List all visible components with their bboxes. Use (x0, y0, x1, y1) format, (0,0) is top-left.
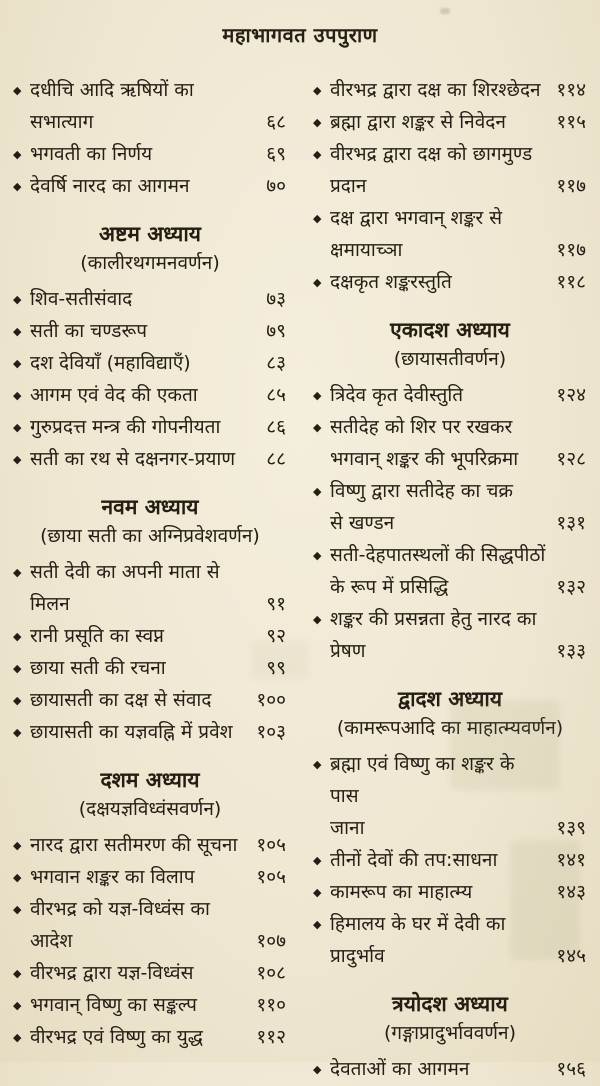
diamond-bullet-icon: ◆ (13, 325, 22, 338)
diamond-bullet-icon: ◆ (13, 903, 22, 916)
toc-entry (12, 556, 288, 620)
toc-entry (12, 443, 288, 475)
chapter-header (312, 684, 588, 743)
diamond-bullet-icon: ◆ (13, 1031, 22, 1044)
entry-line: नारद द्वारा सतीमरण की सूचना (30, 834, 238, 856)
diamond-bullet-icon: ◆ (13, 148, 22, 161)
entry-page-number: ११४ (556, 79, 586, 101)
entry-line: वीरभद्र को यज्ञ-विध्वंस का (30, 898, 210, 920)
entry-line: कामरूप का माहात्म्य (330, 881, 473, 903)
toc-entry (312, 844, 588, 876)
entry-page-number: १३९ (556, 817, 586, 839)
diamond-bullet-icon: ◆ (13, 180, 22, 193)
entry-page-number: १२८ (556, 448, 586, 470)
diamond-bullet-icon: ◆ (313, 549, 322, 562)
entry-page-number: ८८ (266, 448, 286, 470)
entry-line: प्रादुर्भाव (330, 945, 385, 967)
entry-line: छायासती का दक्ष से संवाद (30, 689, 212, 711)
entry-page-number: १०३ (256, 721, 286, 743)
entry-line: तीनों देवों की तप:साधना (330, 849, 498, 871)
diamond-bullet-icon: ◆ (13, 566, 22, 579)
chapter-title: एकादश अध्याय (390, 318, 510, 342)
diamond-bullet-icon: ◆ (13, 726, 22, 739)
entry-line: दधीचि आदि ऋषियों का (30, 79, 194, 101)
entry-page-number: १४१ (556, 849, 586, 871)
toc-entry (312, 411, 588, 475)
entry-line: प्रेषण (330, 640, 366, 662)
entry-page-number: ६८ (266, 111, 286, 133)
toc-entry (12, 315, 288, 347)
toc-entry (12, 347, 288, 379)
chapter-header (12, 765, 288, 824)
toc-entry (312, 1053, 588, 1085)
entry-line: छाया सती की रचना (30, 657, 166, 679)
diamond-bullet-icon: ◆ (13, 999, 22, 1012)
toc-entry (12, 138, 288, 170)
entry-page-number: ८५ (266, 384, 286, 406)
entry-page-number: १०५ (256, 866, 286, 888)
entry-page-number: १४५ (556, 945, 586, 967)
toc-entry (312, 266, 588, 298)
entry-line: देवर्षि नारद का आगमन (30, 175, 190, 197)
diamond-bullet-icon: ◆ (313, 84, 322, 97)
entry-page-number: ७९ (266, 320, 286, 342)
chapter-subtitle: (छाया सती का अग्निप्रवेशवर्णन) (40, 525, 260, 547)
entry-line: गुरुप्रदत्त मन्त्र की गोपनीयता (30, 416, 221, 438)
entry-line: जाना (330, 817, 365, 839)
entry-line: भगवान् शङ्कर की भूपरिक्रमा (330, 448, 519, 470)
chapter-title: नवम अध्याय (101, 495, 199, 519)
toc-entry (12, 283, 288, 315)
toc-entry (12, 829, 288, 861)
entry-page-number: ११८ (556, 271, 586, 293)
entry-page-number: १३२ (556, 576, 586, 598)
entry-page-number: ८६ (266, 416, 286, 438)
chapter-header (312, 315, 588, 374)
diamond-bullet-icon: ◆ (13, 389, 22, 402)
entry-line: भगवान् विष्णु का सङ्कल्प (30, 994, 197, 1016)
diamond-bullet-icon: ◆ (313, 758, 322, 771)
entry-line: मिलन (30, 593, 70, 615)
entry-line: प्रदान (330, 175, 367, 197)
entry-line: वीरभद्र द्वारा दक्ष को छागमुण्ड (330, 143, 533, 165)
entry-line: वीरभद्र द्वारा दक्ष का शिरश्छेदन (330, 79, 541, 101)
chapter-header (12, 492, 288, 551)
diamond-bullet-icon: ◆ (13, 453, 22, 466)
diamond-bullet-icon: ◆ (13, 871, 22, 884)
entry-line: सती देवी का अपनी माता से (30, 561, 220, 583)
entry-line: ब्रह्मा एवं विष्णु का शङ्कर के पास (330, 753, 515, 807)
toc-columns (12, 74, 588, 1085)
entry-line: भगवती का निर्णय (30, 143, 153, 165)
chapter-title: त्रयोदश अध्याय (392, 992, 508, 1016)
diamond-bullet-icon: ◆ (313, 421, 322, 434)
entry-page-number: १४३ (556, 881, 586, 903)
toc-entry (312, 748, 588, 844)
toc-entry (12, 957, 288, 989)
chapter-header (312, 989, 588, 1048)
entry-line: आगम एवं वेद की एकता (30, 384, 198, 406)
entry-page-number: ११७ (556, 239, 586, 261)
entry-line: सतीदेह को शिर पर रखकर (330, 416, 513, 438)
diamond-bullet-icon: ◆ (313, 148, 322, 161)
entry-page-number: ७३ (266, 288, 286, 310)
toc-entry (312, 138, 588, 202)
diamond-bullet-icon: ◆ (313, 1063, 322, 1076)
entry-page-number: १३१ (556, 512, 586, 534)
entry-page-number: ८३ (266, 352, 286, 374)
page-title: महाभागवत उपपुराण (222, 23, 378, 47)
entry-line: सती का चण्डरूप (30, 320, 147, 342)
toc-entry (12, 411, 288, 443)
entry-line: वीरभद्र एवं विष्णु का युद्ध (30, 1026, 203, 1048)
diamond-bullet-icon: ◆ (313, 613, 322, 626)
entry-line: के रूप में प्रसिद्धि (330, 576, 449, 598)
chapter-title: द्वादश अध्याय (398, 687, 502, 711)
toc-entry (12, 893, 288, 957)
toc-entry (12, 620, 288, 652)
entry-line: सती-देहपातस्थलों की सिद्धपीठों (330, 544, 546, 566)
diamond-bullet-icon: ◆ (313, 212, 322, 225)
diamond-bullet-icon: ◆ (13, 421, 22, 434)
entry-line: दश देवियाँ (महाविद्याएँ) (30, 352, 191, 374)
toc-column (12, 74, 288, 1085)
entry-page-number: ११२ (256, 1026, 286, 1048)
entry-page-number: ११५ (556, 111, 586, 133)
toc-entry (312, 908, 588, 972)
diamond-bullet-icon: ◆ (313, 918, 322, 931)
entry-page-number: ७० (266, 175, 286, 197)
entry-line: विष्णु द्वारा सतीदेह का चक्र (330, 480, 513, 502)
toc-entry (12, 684, 288, 716)
toc-entry (12, 989, 288, 1021)
toc-column (312, 74, 588, 1085)
toc-entry (12, 379, 288, 411)
toc-entry (312, 876, 588, 908)
entry-page-number: ११७ (556, 175, 586, 197)
chapter-subtitle: (दक्षयज्ञविध्वंसवर्णन) (78, 798, 222, 820)
diamond-bullet-icon: ◆ (13, 293, 22, 306)
diamond-bullet-icon: ◆ (13, 662, 22, 675)
chapter-subtitle: (छायासतीवर्णन) (393, 348, 507, 370)
entry-line: ब्रह्मा द्वारा शङ्कर से निवेदन (330, 111, 506, 133)
entry-line: हिमालय के घर में देवी का (330, 913, 506, 935)
entry-line: सती का रथ से दक्षनगर-प्रयाण (30, 448, 236, 470)
toc-entry (312, 539, 588, 603)
toc-entry (12, 716, 288, 748)
diamond-bullet-icon: ◆ (13, 967, 22, 980)
toc-entry (12, 652, 288, 684)
entry-line: से खण्डन (330, 512, 395, 534)
entry-page-number: १२४ (556, 384, 586, 406)
chapter-title: दशम अध्याय (100, 768, 200, 792)
diamond-bullet-icon: ◆ (13, 839, 22, 852)
entry-line: दक्ष द्वारा भगवान् शङ्कर से (330, 207, 503, 229)
entry-line: वीरभद्र द्वारा यज्ञ-विध्वंस (30, 962, 194, 984)
toc-entry (312, 379, 588, 411)
entry-line: आदेश (30, 930, 73, 952)
entry-page-number: ९१ (266, 593, 286, 615)
diamond-bullet-icon: ◆ (313, 886, 322, 899)
entry-page-number: ९२ (266, 625, 286, 647)
diamond-bullet-icon: ◆ (313, 854, 322, 867)
entry-line: सभात्याग (30, 111, 94, 133)
toc-entry (312, 106, 588, 138)
diamond-bullet-icon: ◆ (313, 276, 322, 289)
entry-page-number: ९९ (266, 657, 286, 679)
entry-line: रानी प्रसूति का स्वप्न (30, 625, 164, 647)
scan-artifact (440, 8, 450, 14)
diamond-bullet-icon: ◆ (313, 116, 322, 129)
entry-page-number: ६९ (266, 143, 286, 165)
toc-entry (12, 861, 288, 893)
entry-page-number: ११० (256, 994, 286, 1016)
entry-line: त्रिदेव कृत देवीस्तुति (330, 384, 464, 406)
diamond-bullet-icon: ◆ (13, 694, 22, 707)
diamond-bullet-icon: ◆ (13, 84, 22, 97)
entry-page-number: १३३ (556, 640, 586, 662)
toc-entry (312, 202, 588, 266)
entry-line: शिव-सतीसंवाद (30, 288, 133, 310)
entry-line: दक्षकृत शङ्करस्तुति (330, 271, 452, 293)
chapter-subtitle: (कालीरथगमनवर्णन) (80, 252, 220, 274)
chapter-subtitle: (गङ्गाप्रादुर्भाववर्णन) (384, 1022, 516, 1044)
toc-entry (312, 74, 588, 106)
entry-page-number: १०५ (256, 834, 286, 856)
entry-page-number: १०८ (256, 962, 286, 984)
entry-line: शङ्कर की प्रसन्नता हेतु नारद का (330, 608, 537, 630)
diamond-bullet-icon: ◆ (13, 630, 22, 643)
entry-page-number: १५६ (556, 1058, 586, 1080)
entry-page-number: १०७ (256, 930, 286, 952)
entry-line: देवताओं का आगमन (330, 1058, 470, 1080)
toc-entry (12, 170, 288, 202)
chapter-subtitle: (कामरूपआदि का माहात्म्यवर्णन) (336, 717, 564, 739)
diamond-bullet-icon: ◆ (13, 357, 22, 370)
chapter-title: अष्टम अध्याय (99, 222, 201, 246)
entry-line: छायासती का यज्ञवह्नि में प्रवेश (30, 721, 233, 743)
diamond-bullet-icon: ◆ (313, 485, 322, 498)
toc-entry (312, 475, 588, 539)
entry-page-number: १०० (256, 689, 286, 711)
diamond-bullet-icon: ◆ (313, 389, 322, 402)
toc-entry (12, 1021, 288, 1053)
chapter-header (12, 219, 288, 278)
toc-entry (312, 603, 588, 667)
entry-line: भगवान शङ्कर का विलाप (30, 866, 195, 888)
entry-line: क्षमायाच्ञा (330, 239, 403, 261)
toc-entry (12, 74, 288, 138)
